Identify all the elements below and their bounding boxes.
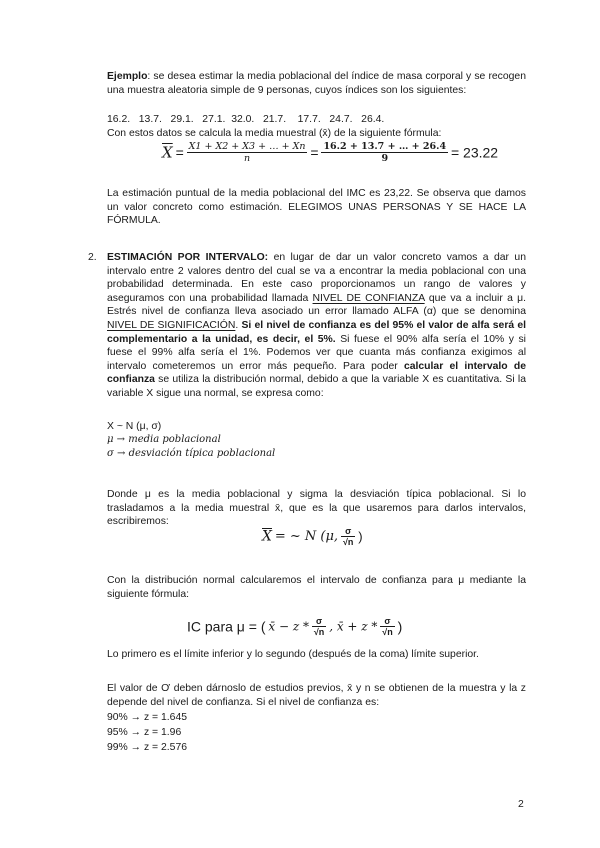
nivel-significacion-term: NIVEL DE SIGNIFICACIÓN [107, 319, 236, 331]
formula3-den-1: √n [313, 627, 325, 637]
formula3-num-1: σ [312, 616, 326, 627]
interval-text-2: que va a incluir a μ. Estrés nivel de confianza lleva asociado un error llamado ALFA (α) que se denomina [107, 292, 526, 318]
sample-distribution-formula [262, 526, 363, 547]
formula1-num2: 16.2 + 13.7 + … + 26.4 [323, 141, 447, 152]
estimate-paragraph: La estimación puntual de la media poblacional del IMC es 23,22. Se observa que damos un valor concreto como estimación. ELEGIMOS UNAS PERSONAS Y SE HACE LA FÓRMULA. [107, 188, 526, 227]
formula3-fraction-2 [380, 616, 394, 637]
xbar-symbol-2: $\overline{X}$ [262, 528, 272, 545]
sample-mean-formula [162, 141, 499, 175]
interval-text-3: . [235, 319, 242, 331]
formula3-den-2: √n [382, 627, 393, 637]
formula1-num1: X1 + X2 + X3 + … + Xn [188, 141, 306, 152]
intro-bold: Ejemplo [107, 71, 148, 82]
formula1-den2: 9 [381, 153, 389, 164]
page-number: 2 [518, 799, 524, 810]
sigma-definition: σ → desviación típica poblacional [107, 448, 276, 459]
intro-values: 16.2. 13.7. 29.1. 27.1. 32.0. 21.7. 17.7. 24.7. 26.4. [107, 114, 385, 125]
normal-notation: X ~ N (μ, σ) [107, 421, 162, 432]
formula1-equals2: = [310, 144, 319, 161]
formula1-fraction-values [321, 141, 448, 164]
formula2-den: √n [342, 537, 354, 547]
limits-paragraph: Lo primero es el límite inferior y lo segundo (después de la coma) límite superior. [107, 649, 479, 660]
formula1-den1: n [244, 153, 251, 164]
formula1-equals: = [175, 144, 184, 161]
formula1-fraction-general [187, 141, 308, 164]
formula2-fraction [341, 526, 355, 547]
interval-text-5: se utiliza la distribución normal, debido a que la variable X es cuantitativa. Si la variable X sigue una normal, se expresa como: [107, 374, 526, 399]
formula3-label: IC para μ = ( [187, 618, 266, 635]
interval-text-1: en lugar de dar un valor concreto vamos a dar un intervalo entre 2 valores dentro del cual se va a encontrar la media poblacional con una probabilidad determinada. En este caso proporcionamos un rango de valores y aseguramos con una probabilidad llamada [107, 252, 526, 304]
intro-text: : se desea estimar la media poblacional del índice de masa corporal y se recogen una muestra aleatoria simple de 9 personas, cuyos índices son los siguientes: [107, 71, 526, 96]
intro-paragraph [107, 70, 526, 97]
calc-bold: calcular el intervalo de confianza [107, 360, 526, 386]
normal-paragraph: Con la distribución normal calcularemos el intervalo de confianza para μ mediante la siguiente fórmula: [107, 575, 526, 600]
mu-definition: μ → media poblacional [107, 434, 221, 445]
confidence-bold: Si el nivel de confianza es del 95% el valor de alfa será el complementario a la unidad, es decir, el 5%. [107, 319, 526, 345]
interval-text-4: Si fuese el 90% alfa sería el 10% y si fuese el 99% alfa sería el 1%. Podemos ver que cuanta más confianza exigimos al intervalo cometeremos un error más pequeño. Para poder [107, 333, 526, 372]
interval-paragraph [107, 251, 526, 401]
xbar-symbol: $\overline{X}$ [162, 143, 173, 162]
section-title: ESTIMACIÓN POR INTERVALO: [107, 252, 269, 263]
formula2-mid: = ~ N (μ, [274, 529, 339, 544]
formula3-fraction-1 [312, 616, 326, 637]
formula2-num: σ [341, 526, 355, 537]
formula-intro: Con estos datos se calcula la media muestral (x̄) de la siguiente fórmula: [107, 128, 442, 139]
value-paragraph: El valor de Ơ deben dárnoslo de estudios previos, x̄ y n se obtienen de la muestra y la z depende del nivel de confianza. Si el nivel de confianza es: [107, 683, 526, 708]
nivel-confianza-term: NIVEL DE CONFIANZA [312, 292, 425, 304]
z-value-99: 99% → z = 2.576 [107, 742, 187, 753]
formula1-result: = 23.22 [450, 144, 499, 161]
section-number: 2. [88, 252, 97, 263]
z-value-95: 95% → z = 1.96 [107, 727, 182, 738]
z-value-90: 90% → z = 1.645 [107, 712, 187, 723]
formula3-part2: , x̄ + z * [329, 619, 378, 634]
donde-paragraph: Donde μ es la media poblacional y sigma la desviación típica poblacional. Si lo trasladamos a la media muestral x̄, que es la que usaremos para darlos intervalos, escribiremos: [107, 489, 526, 528]
formula3-num-2: σ [380, 616, 394, 627]
confidence-interval-formula [187, 616, 402, 637]
formula3-part1: x̄ − z * [268, 619, 309, 634]
formula2-close: ) [358, 529, 363, 544]
formula3-close: ) [397, 618, 403, 635]
